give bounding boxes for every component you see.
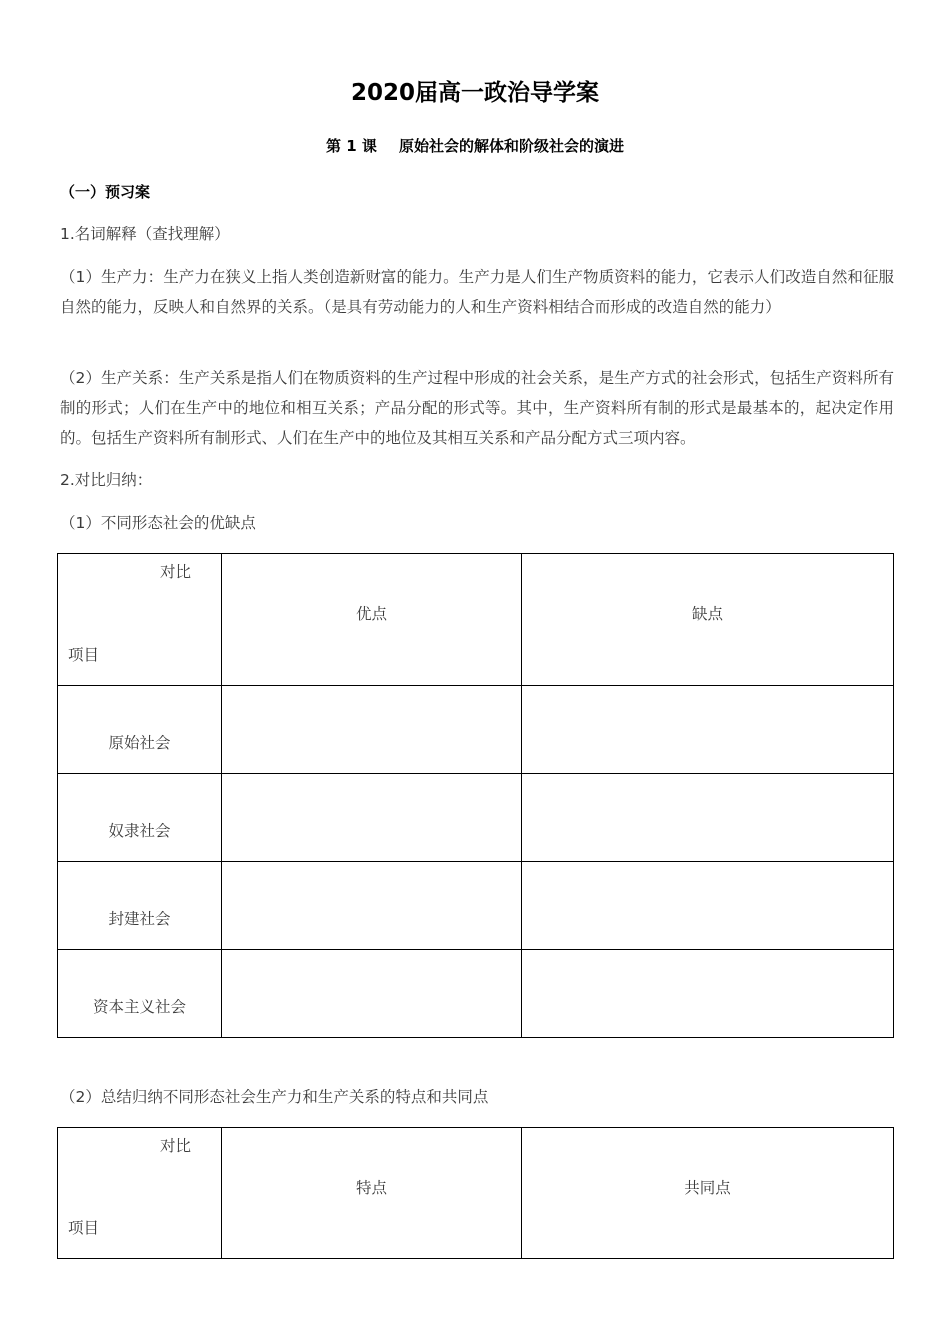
answer-cell[interactable] <box>522 950 894 1038</box>
lesson-heading <box>0 135 950 156</box>
lesson-number: 第 1 课 <box>326 137 377 155</box>
page-title: 2020届高一政治导学案 <box>350 80 599 106</box>
answer-cell[interactable] <box>522 862 894 950</box>
corner-label-compare: 对比 <box>159 563 191 581</box>
table-features-commonalities <box>57 1127 894 1259</box>
table-advantages-disadvantages <box>57 553 894 1038</box>
row-label-capitalist: 资本主义社会 <box>58 950 222 1038</box>
row-label-slave: 奴隶社会 <box>58 774 222 862</box>
row-label-primitive: 原始社会 <box>58 686 222 774</box>
answer-cell[interactable] <box>522 774 894 862</box>
table1-caption: （1）不同形态社会的优缺点 <box>60 514 256 532</box>
column-header-commonalities: 共同点 <box>522 1128 894 1259</box>
corner-label-compare: 对比 <box>159 1137 191 1155</box>
column-header-advantages: 优点 <box>222 554 522 686</box>
section-heading: （一）预习案 <box>60 183 151 201</box>
table-row <box>58 862 894 950</box>
table-row <box>58 950 894 1038</box>
table-header-row <box>58 1128 894 1259</box>
corner-cell <box>58 554 222 686</box>
row-label-feudal: 封建社会 <box>58 862 222 950</box>
item1-heading: 1.名词解释（查找理解） <box>60 225 230 243</box>
answer-cell[interactable] <box>222 950 522 1038</box>
definition-productivity: （1）生产力：生产力在狭义上指人类创造新财富的能力。生产力是人们生产物质资料的能力，它表示人们改造自然和征服自然的能力，反映人和自然界的关系。（是具有劳动能力的人和生产资料相结合而形成的改造自然的能力） <box>60 268 894 316</box>
column-header-features: 特点 <box>222 1128 522 1259</box>
answer-cell[interactable] <box>222 862 522 950</box>
corner-label-item: 项目 <box>68 646 100 664</box>
answer-cell[interactable] <box>222 774 522 862</box>
definition-relations-of-production: （2）生产关系：生产关系是指人们在物质资料的生产过程中形成的社会关系，是生产方式的社会形式，包括生产资料所有制的形式；人们在生产中的地位和相互关系；产品分配的形式等。其中，生产资料所有制的形式是最基本的，起决定作用的。包括生产资料所有制形式、人们在生产中的地位及其相互关系和产品分配方式三项内容。 <box>60 369 894 447</box>
corner-cell <box>58 1128 222 1259</box>
corner-label-item: 项目 <box>68 1219 100 1237</box>
item2-heading: 2.对比归纳： <box>60 471 153 489</box>
lesson-name: 原始社会的解体和阶级社会的演进 <box>398 137 624 155</box>
table-row <box>58 686 894 774</box>
column-header-disadvantages: 缺点 <box>522 554 894 686</box>
answer-cell[interactable] <box>522 686 894 774</box>
answer-cell[interactable] <box>222 686 522 774</box>
table-row <box>58 774 894 862</box>
table-header-row <box>58 554 894 686</box>
table2-caption: （2）总结归纳不同形态社会生产力和生产关系的特点和共同点 <box>60 1088 489 1106</box>
